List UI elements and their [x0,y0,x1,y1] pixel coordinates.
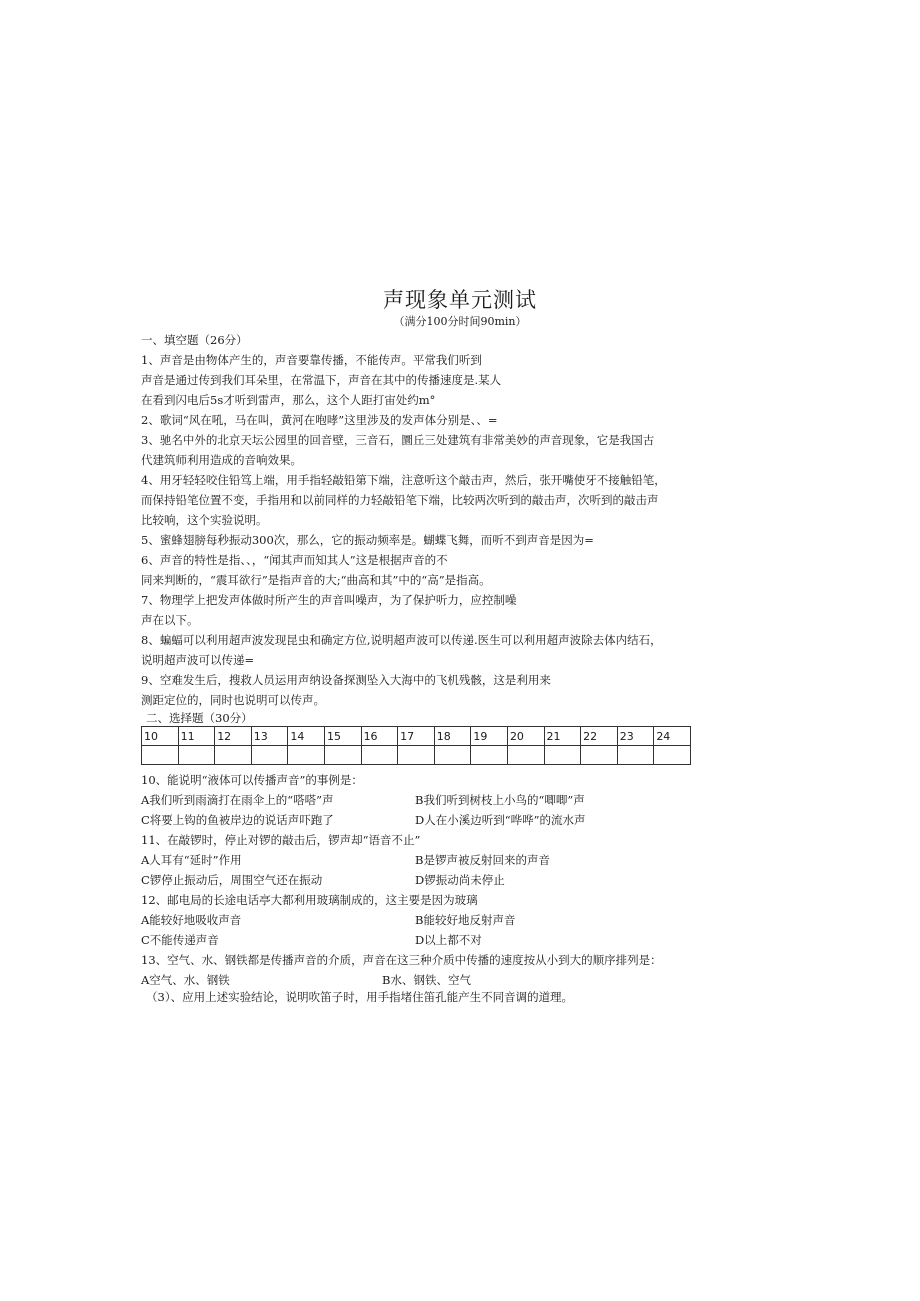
question-stem: 10、能说明“液体可以传播声音”的事例是： [141,773,363,787]
answer-cell [544,746,581,765]
fill-in-line: 声在以下。 [141,613,199,627]
fill-in-line: 在看到闪电后5s才听到雷声，那么，这个人距打宙处约m° [141,393,436,407]
section-heading-fill-in: 一、填空题（26分） [141,333,248,347]
answer-cell [215,746,252,765]
answer-col-header: 19 [471,727,508,746]
fill-in-line: 比较响，这个实验说明。 [141,513,268,527]
answer-cell [471,746,508,765]
answer-cell [581,746,618,765]
option-b: B是锣声被反射回来的声音 [415,853,550,867]
option-c: C将要上钩的鱼被岸边的说话声吓跑了 [141,813,334,827]
answer-col-header: 23 [617,727,654,746]
fill-in-line: 3、驰名中外的北京天坛公园里的回音壁，三音石，圜丘三处建筑有非常美妙的声音现象，它是我国古 [141,433,655,447]
answer-col-header: 16 [361,727,398,746]
fill-in-line: 声音是通过传到我们耳朵里，在常温下，声音在其中的传播速度是.某人 [141,373,502,387]
answer-col-header: 17 [398,727,435,746]
option-d: D锣振动尚未停止 [415,873,505,887]
answer-table-header-row [142,727,691,746]
answer-cell [654,746,691,765]
question-stem: 13、空气、水、钢铁都是传播声音的介质，声音在这三种介质中传播的速度按从小到大的顺序排列是： [141,953,662,967]
option-d: D人在小溪边听到“哗哗”的流水声 [415,813,586,827]
answer-col-header: 24 [654,727,691,746]
fill-in-line: 6、声音的特性是指、、，“闻其声而知其人”这是根据声音的不 [141,553,448,567]
answer-col-header: 20 [507,727,544,746]
fill-in-line: 7、物理学上把发声体做时所产生的声音叫噪声，为了保护听力，应控制噪 [141,593,517,607]
answer-cell [288,746,325,765]
answer-col-header: 15 [324,727,361,746]
answer-col-header: 12 [215,727,252,746]
option-a: A人耳有“延时”作用 [141,853,242,867]
option-b: B我们听到树枝上小鸟的“唧唧”声 [415,793,585,807]
question-stem: 11、在敲锣时，停止对锣的敲击后，锣声却“语音不止” [141,833,421,847]
fill-in-line: 测距定位的，同时也说明可以传声。 [141,693,325,707]
option-d: D以上都不对 [415,933,482,947]
page-subtitle: （满分100分时间90min） [393,315,527,328]
option-a: A空气、水、钢铁 [141,973,230,987]
answer-col-header: 18 [434,727,471,746]
option-c: C不能传递声音 [141,933,219,947]
option-b: B能较好地反射声音 [415,913,516,927]
section-heading-choice: 二、选择题（30分） [146,711,253,725]
answer-col-header: 21 [544,727,581,746]
answer-table [141,726,691,765]
fill-in-line: 9、空难发生后，搜救人员运用声纳设备探测坠入大海中的飞机残骸，这是利用来 [141,673,551,687]
answer-col-header: 13 [251,727,288,746]
answer-cell [617,746,654,765]
option-a: A我们听到雨滴打在雨伞上的“嗒嗒”声 [141,793,334,807]
answer-col-header: 10 [142,727,179,746]
fill-in-line: 代建筑师利用造成的音响效果。 [141,453,302,467]
fill-in-line: 说明超声波可以传递= [141,653,255,667]
answer-col-header: 22 [581,727,618,746]
answer-col-header: 14 [288,727,325,746]
answer-cell [361,746,398,765]
footer-line: （3）、应用上述实验结论，说明吹笛子时，用手指堵住笛孔能产生不同音调的道理。 [146,990,574,1004]
fill-in-line: 1、声音是由物体产生的，声音要靠传播，不能传声。平常我们听到 [141,353,482,367]
option-b: B水、钢铁、空气 [382,973,471,987]
answer-cell [251,746,288,765]
fill-in-line: 而保持铅笔位置不变，手指用和以前同样的力轻敲铅笔下端，比较两次听到的敲击声，次听到的敲击声 [141,493,659,507]
option-a: A能较好地吸收声音 [141,913,242,927]
answer-table-blank-row [142,746,691,765]
fill-in-line: 同来判断的，“震耳欲行”是指声音的大;“曲高和其”中的“高”是指高。 [141,573,491,587]
answer-cell [142,746,179,765]
fill-in-line: 5、蜜蜂翅膀每秒振动300次，那么，它的振动频率是。蝴蝶飞舞，而听不到声音是因为= [141,533,594,547]
answer-col-header: 11 [178,727,215,746]
page-title: 声现象单元测试 [383,288,537,312]
answer-cell [398,746,435,765]
answer-cell [178,746,215,765]
fill-in-line: 2、歌词“风在吼，马在叫，黄河在咆哮”这里涉及的发声体分别是、、= [141,413,498,427]
question-stem: 12、邮电局的长途电话亭大都利用玻璃制成的，这主要是因为玻璃 [141,893,478,907]
answer-cell [434,746,471,765]
option-c: C锣停止振动后，周围空气还在振动 [141,873,323,887]
answer-cell [324,746,361,765]
answer-cell [507,746,544,765]
fill-in-line: 4、用牙轻轻咬住铅笃上端，用手指轻敲铅第下端，注意听这个敲击声，然后，张开嘴使牙不接触铅笔， [141,473,666,487]
fill-in-line: 8、蝙蝠可以利用超声波发现昆虫和确定方位,说明超声波可以传递.医生可以利用超声波除去体内结石， [141,633,662,647]
